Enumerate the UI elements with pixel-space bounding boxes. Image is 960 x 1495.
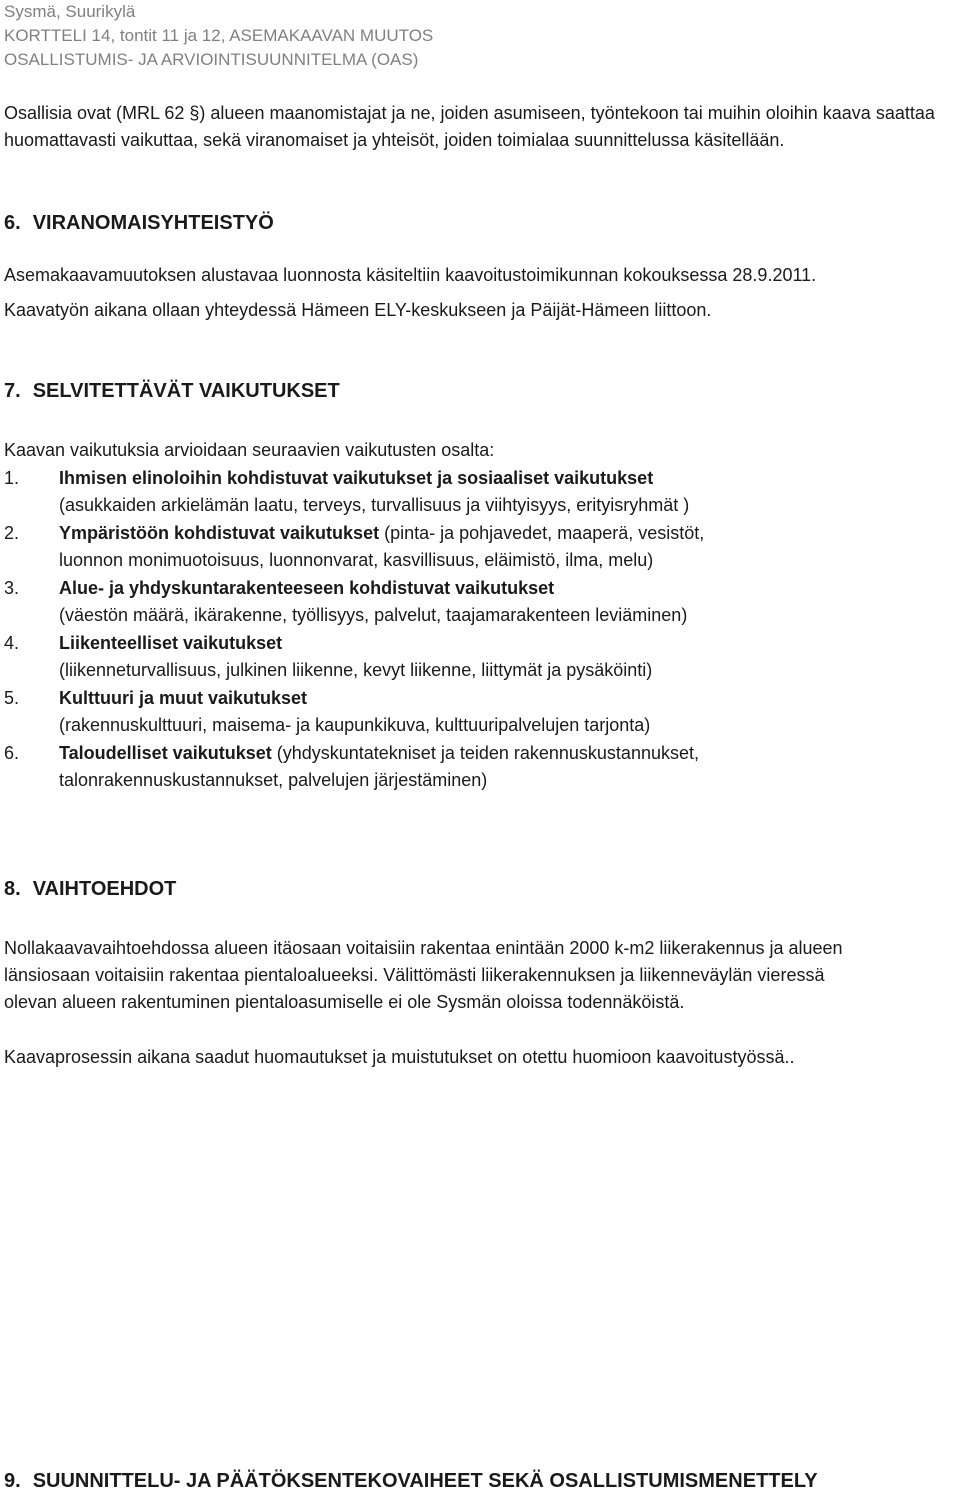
list-item-rest: (pinta- ja pohjavedet, maaperä, vesistöt, <box>379 523 705 543</box>
section-7-heading <box>4 380 340 403</box>
section-8-number: 8. <box>4 878 21 900</box>
list-item-body <box>59 630 652 684</box>
section-9-number: 9. <box>4 1470 21 1492</box>
list-item-body <box>59 575 687 629</box>
section-8-heading <box>4 878 176 901</box>
section-8-paragraph-1-line-3: olevan alueen rakentuminen pientaloasumiselle ei ole Sysmän oloissa todennäköistä. <box>4 992 685 1012</box>
list-item-detail: (rakennuskulttuuri, maisema- ja kaupunkikuva, kulttuuripalvelujen tarjonta) <box>59 715 651 735</box>
section-9-title: SUUNNITTELU- JA PÄÄTÖKSENTEKOVAIHEET SEKÄ OSALLISTUMISMENETTELY <box>32 1470 818 1492</box>
document-header <box>4 0 433 72</box>
list-item-body <box>59 740 699 794</box>
header-location: Sysmä, Suurikylä <box>4 2 136 21</box>
section-8-paragraph-1-line-2: länsiosaan voitaisiin rakentaa pientaloalueeksi. Välittömästi liikerakennuksen ja liikenneväylän vieressä <box>4 965 825 985</box>
list-item-detail: luonnon monimuotoisuus, luonnonvarat, kasvillisuus, eläimistö, ilma, melu) <box>59 550 654 570</box>
section-7-title: SELVITETTÄVÄT VAIKUTUKSET <box>32 380 340 402</box>
list-item-body <box>59 520 704 574</box>
header-plan-name: KORTTELI 14, tontit 11 ja 12, ASEMAKAAVAN MUUTOS <box>4 26 434 45</box>
list-item-title: Ympäristöön kohdistuvat vaikutukset <box>59 523 380 543</box>
section-6-paragraph-2: Kaavatyön aikana ollaan yhteydessä Hämeen ELY-keskukseen ja Päijät-Hämeen liittoon. <box>4 300 712 320</box>
header-document-type: OSALLISTUMIS- JA ARVIOINTISUUNNITELMA (OAS) <box>4 50 419 69</box>
list-item-title: Liikenteelliset vaikutukset <box>59 633 283 653</box>
list-item-detail: (väestön määrä, ikärakenne, työllisyys, palvelut, taajamarakenteen leviäminen) <box>59 605 688 625</box>
section-9-heading <box>4 1470 818 1493</box>
list-item-title: Ihmisen elinoloihin kohdistuvat vaikutukset ja sosiaaliset vaikutukset <box>59 468 654 488</box>
section-8-paragraph-1-line-1: Nollakaavavaihtoehdossa alueen itäosaan voitaisiin rakentaa enintään 2000 k-m2 liikerakennus ja alueen <box>4 938 843 958</box>
list-item-detail: (liikenneturvallisuus, julkinen liikenne, kevyt liikenne, liittymät ja pysäköinti) <box>59 660 653 680</box>
list-item-number: 6. <box>4 743 20 763</box>
list-item-title: Kulttuuri ja muut vaikutukset <box>59 688 308 708</box>
section-7-lead: Kaavan vaikutuksia arvioidaan seuraavien vaikutusten osalta: <box>4 440 495 460</box>
list-item-body <box>59 685 650 739</box>
section-6-heading <box>4 212 274 235</box>
section-7-number: 7. <box>4 380 21 402</box>
list-item-number: 2. <box>4 523 20 543</box>
intro-paragraph: Osallisia ovat (MRL 62 §) alueen maanomistajat ja ne, joiden asumiseen, työntekoon tai muihin oloihin kaava saattaa huomattavasti vaikuttaa, sekä viranomaiset ja yhteisöt, joiden toimialaa suunnittelussa käsitellään. <box>4 103 935 150</box>
list-item-title: Alue- ja yhdyskuntarakenteeseen kohdistuvat vaikutukset <box>59 578 555 598</box>
list-item-detail: (asukkaiden arkielämän laatu, terveys, turvallisuus ja viihtyisyys, erityisryhmät ) <box>59 495 690 515</box>
list-item-number: 5. <box>4 688 20 708</box>
list-item-detail: talonrakennuskustannukset, palvelujen järjestäminen) <box>59 770 488 790</box>
section-8-paragraph-2: Kaavaprosessin aikana saadut huomautukset ja muistutukset on otettu huomioon kaavoitustyössä.. <box>4 1047 795 1067</box>
section-8-title: VAIHTOEHDOT <box>32 878 177 900</box>
list-item-body <box>59 465 689 519</box>
list-item-title: Taloudelliset vaikutukset <box>59 743 272 763</box>
section-6-paragraph-1: Asemakaavamuutoksen alustavaa luonnosta käsiteltiin kaavoitustoimikunnan kokouksessa 28.9.2011. <box>4 265 817 285</box>
list-item-number: 4. <box>4 633 20 653</box>
list-item-number: 1. <box>4 468 20 488</box>
list-item-rest: (yhdyskuntatekniset ja teiden rakennuskustannukset, <box>271 743 699 763</box>
section-6-title: VIRANOMAISYHTEISTYÖ <box>32 212 274 234</box>
list-item-number: 3. <box>4 578 20 598</box>
section-6-number: 6. <box>4 212 21 234</box>
